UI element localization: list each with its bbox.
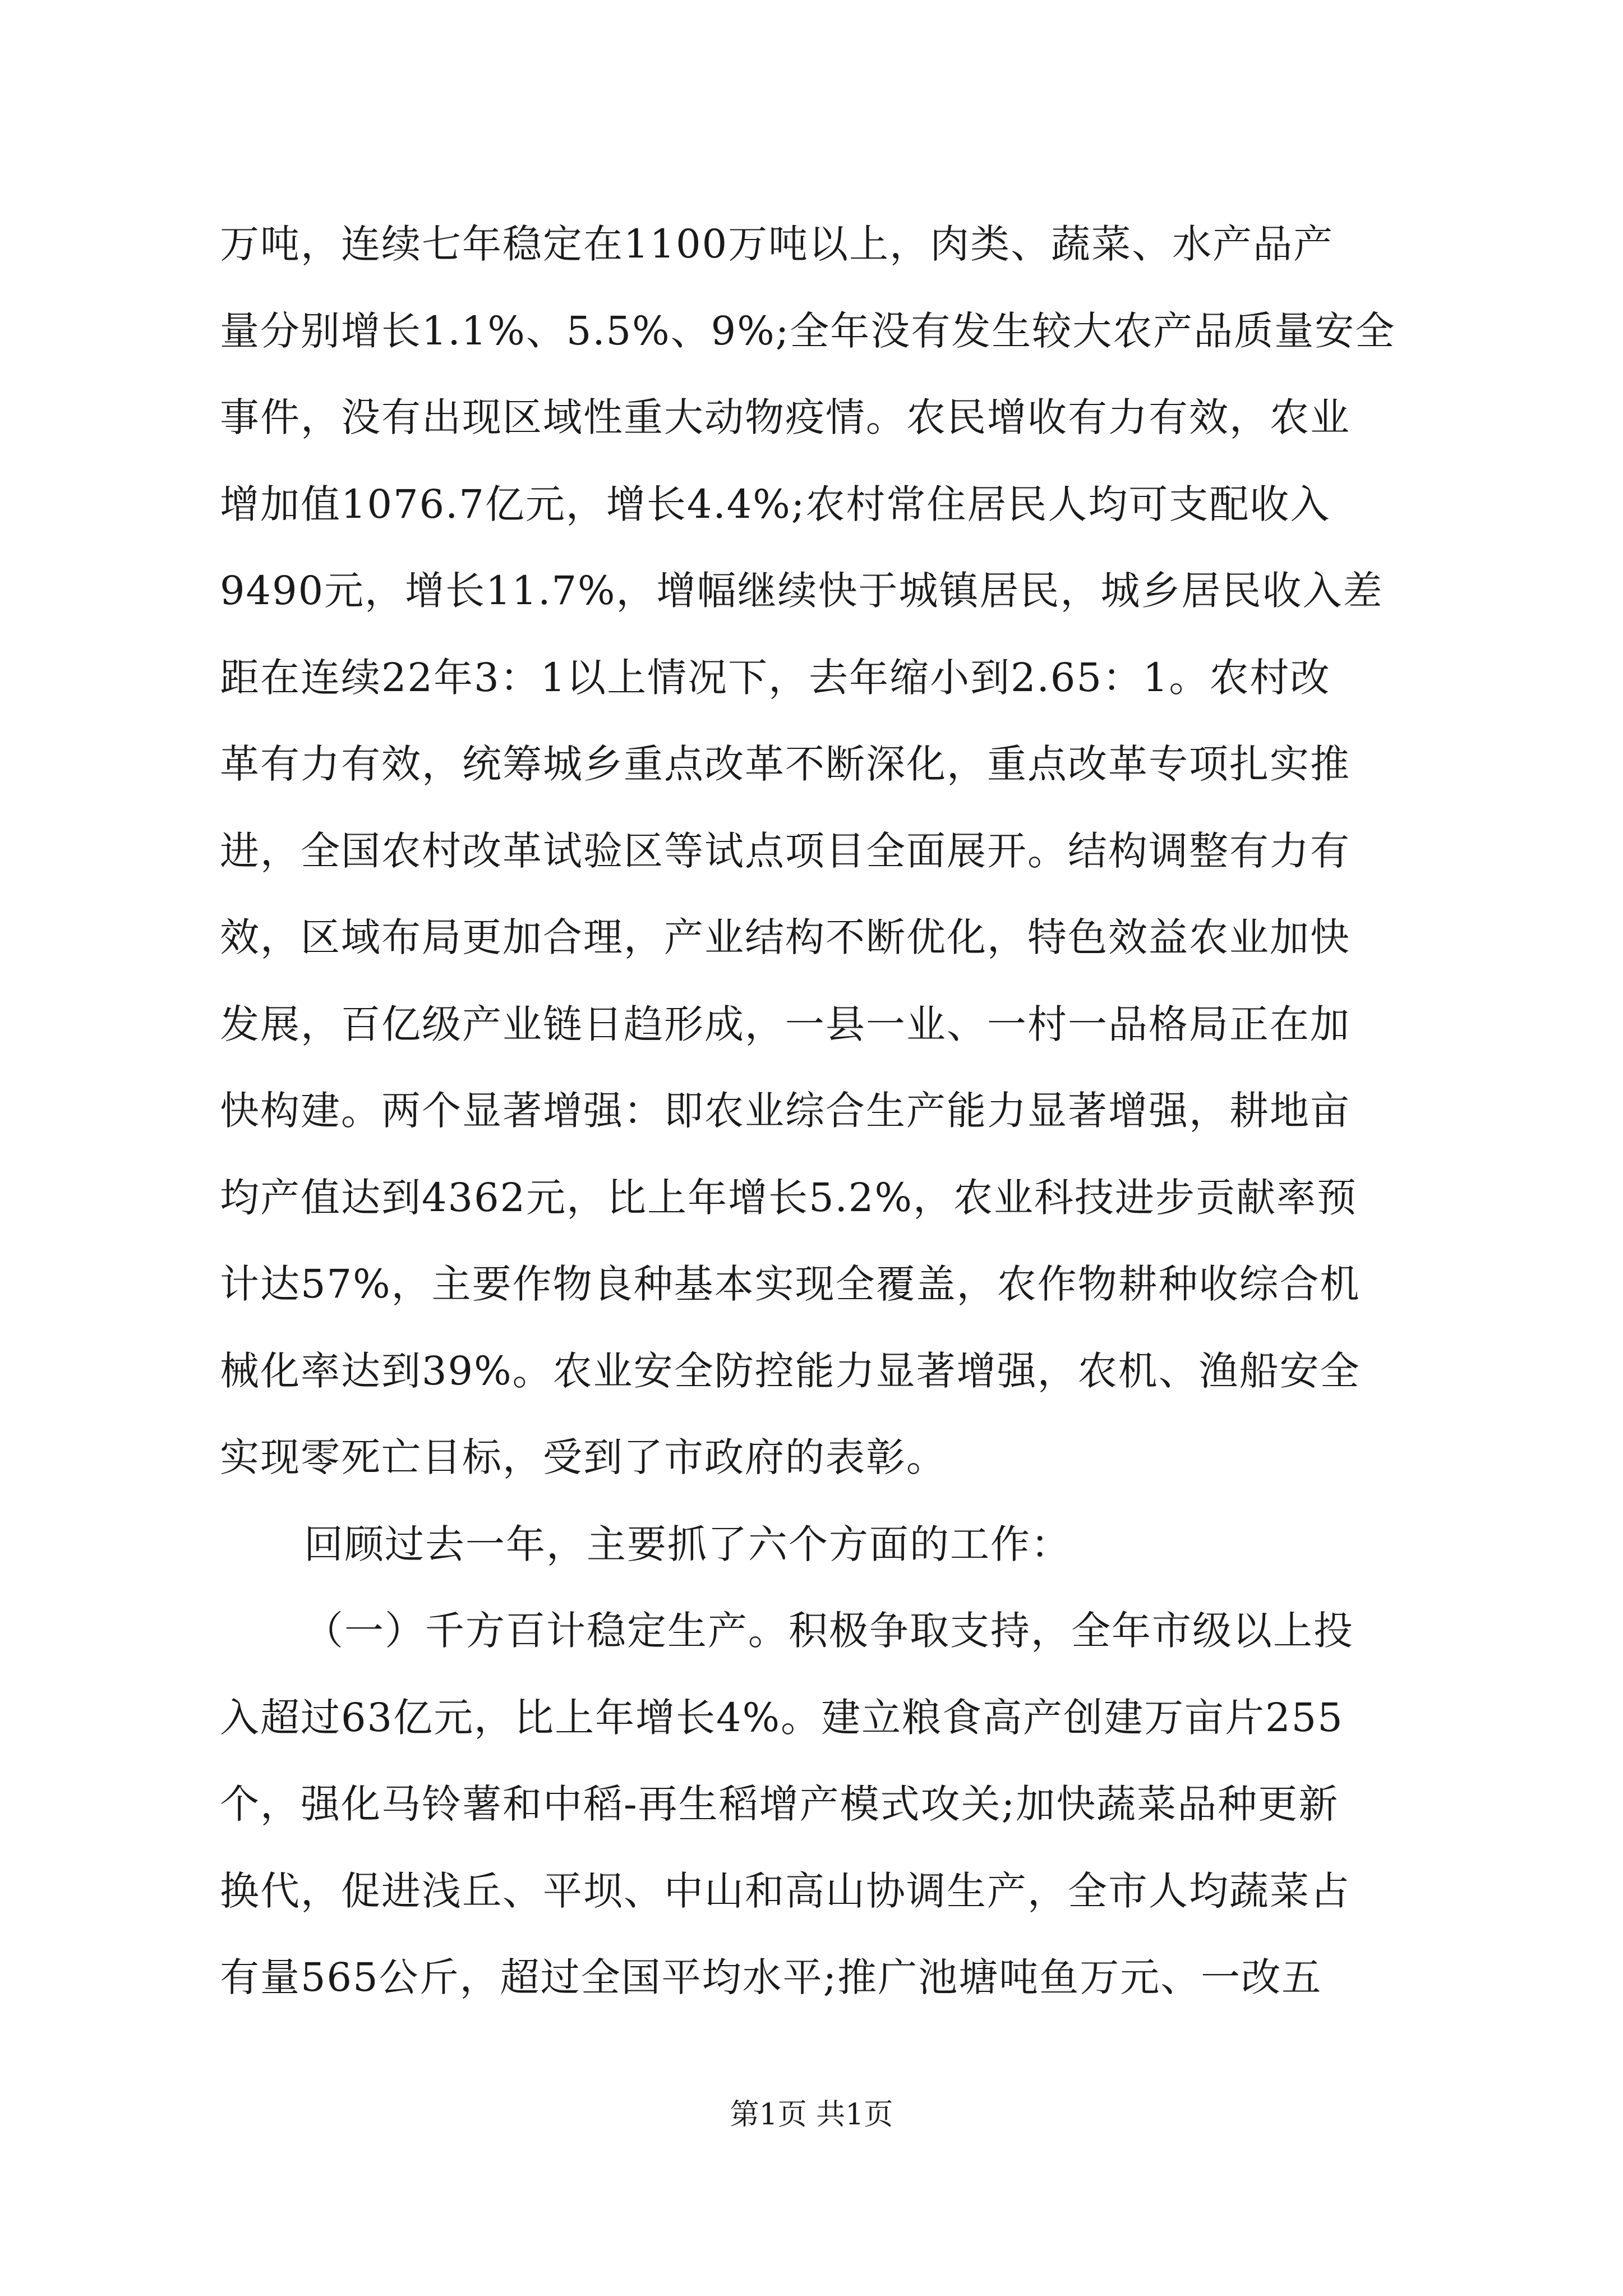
text-line: 革有力有效，统筹城乡重点改革不断深化，重点改革专项扎实推 [220,741,1350,787]
text-line: 增加值1076.7亿元，增长4.4%;农村常住居民人均可支配收入 [220,481,1331,527]
text-line: 发展，百亿级产业链日趋形成，一县一业、一村一品格局正在加 [220,1001,1350,1047]
text-line: 量分别增长1.1%、5.5%、9%;全年没有发生较大农产品质量安全 [220,308,1396,354]
text-line: 快构建。两个显著增强：即农业综合生产能力显著增强，耕地亩 [220,1088,1350,1134]
text-line: 有量565公斤，超过全国平均水平;推广池塘吨鱼万元、一改五 [220,1954,1322,2000]
text-line: 效，区域布局更加合理，产业结构不断优化，特色效益农业加快 [220,914,1350,960]
text-line: 械化率达到39%。农业安全防控能力显著增强，农机、渔船安全 [220,1348,1361,1394]
text-line: 实现零死亡目标，受到了市政府的表彰。 [220,1434,947,1480]
paragraph-first-line: （一）千方百计稳定生产。积极争取支持，全年市级以上投 [304,1608,1354,1654]
text-line: 入超过63亿元，比上年增长4%。建立粮食高产创建万亩片255 [220,1695,1344,1741]
text-line: 事件，没有出现区域性重大动物疫情。农民增收有力有效，农业 [220,394,1350,440]
text-line: 距在连续22年3：1以上情况下，去年缩小到2.65：1。农村改 [220,655,1331,701]
text-line: 个，强化马铃薯和中稻-再生稻增产模式攻关;加快蔬菜品种更新 [220,1781,1339,1827]
page-number-footer: 第1页 共1页 [730,2098,893,2132]
text-line: 进，全国农村改革试验区等试点项目全面展开。结构调整有力有 [220,828,1350,874]
paragraph-first-line: 回顾过去一年，主要抓了六个方面的工作： [304,1521,1071,1567]
text-line: 9490元，增长11.7%，增幅继续快于城镇居民，城乡居民收入差 [220,568,1384,614]
text-line: 计达57%，主要作物良种基本实现全覆盖，农作物耕种收综合机 [220,1261,1361,1307]
text-line: 换代，促进浅丘、平坝、中山和高山协调生产，全市人均蔬菜占 [220,1868,1350,1914]
text-line: 均产值达到4362元，比上年增长5.2%，农业科技进步贡献率预 [220,1175,1357,1221]
text-line: 万吨，连续七年稳定在1100万吨以上，肉类、蔬菜、水产品产 [220,221,1334,267]
